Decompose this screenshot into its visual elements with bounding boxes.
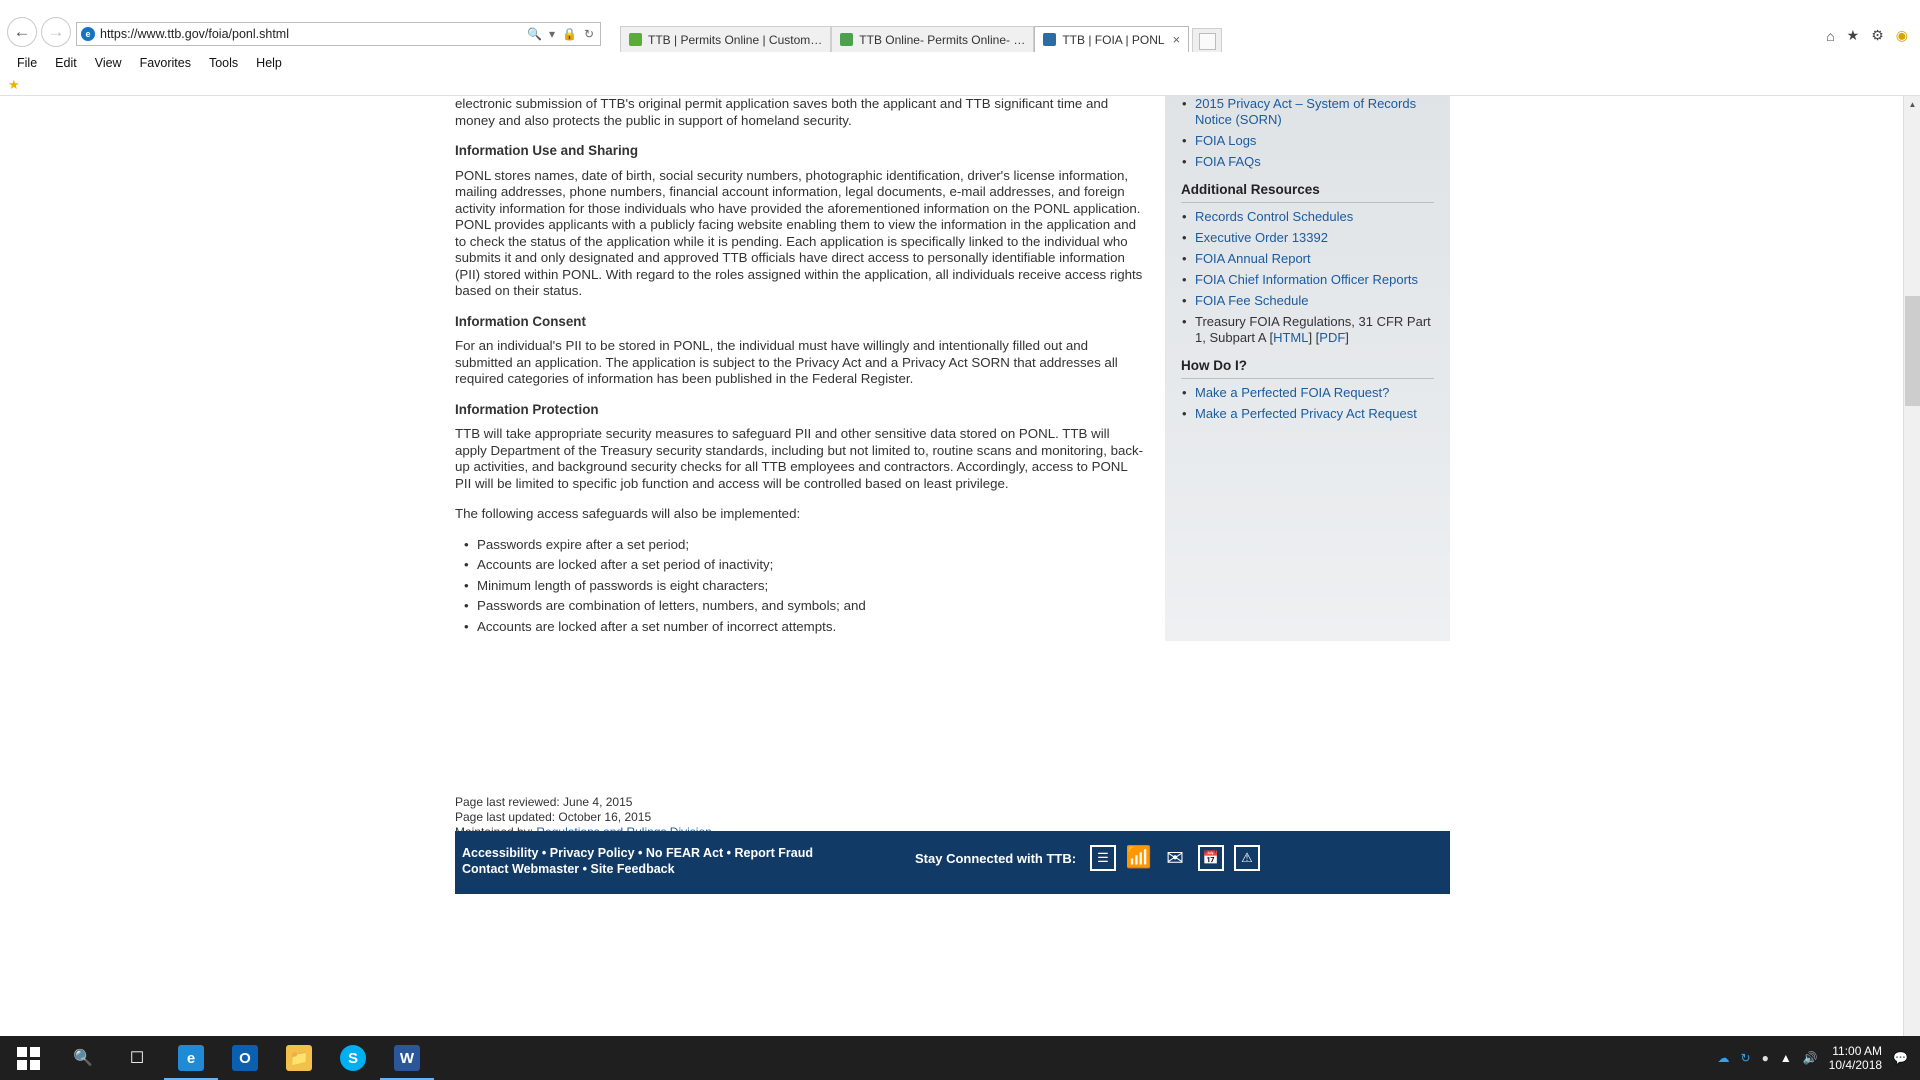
tab-3[interactable] <box>1034 26 1189 52</box>
list-item <box>1195 272 1434 288</box>
tab-favicon-icon <box>629 33 642 46</box>
start-button[interactable] <box>0 1036 56 1080</box>
menu-bar <box>0 52 1920 74</box>
treasury-regs-pdf-link[interactable]: PDF <box>1319 330 1346 345</box>
list-item: • Passwords are combination of letters, numbers, and symbols; and <box>477 598 1145 615</box>
site-favicon: e <box>81 27 95 41</box>
list-item <box>1195 251 1434 267</box>
heading-information-consent: Information Consent <box>455 313 586 329</box>
paragraph-information-use: PONL stores names, date of birth, social security numbers, photographic identification, driver's license information, mailing addresses, phone numbers, financial account information, legal documents, e-mail addresses, and foreign activity information for those individuals who have provided the aforementioned information on the PONL application. PONL provides applicants with a publicly facing website enabling them to view the information in the application and to check the status of the application while it is pending. Each application is specifically linked to the individual who submits it and only designated and approved TTB officials have direct access to personally identifiable information (PII) stored within PONL. With regard to the roles assigned within the application, all individuals receive access rights based on their status. <box>455 167 1143 298</box>
alerts-icon[interactable]: ⚠ <box>1234 845 1260 871</box>
search-icon: 🔍 <box>73 1050 93 1067</box>
sync-icon[interactable]: ↻ <box>1740 1051 1751 1065</box>
list-item <box>1195 406 1434 422</box>
scrollbar-thumb[interactable] <box>1905 296 1920 406</box>
skype-icon: S <box>340 1045 366 1071</box>
paragraph-information-consent: For an individual's PII to be stored in PONL, the individual must have willingly and intentionally filled out and submitted an application. The application is subject to the Privacy Act and a Privacy Act SORN that addresses all required categories of information has been published in the Federal Register. <box>455 338 1118 386</box>
treasury-regs-text: Treasury FOIA Regulations, 31 CFR Part 1, Subpart A [ <box>1195 314 1431 345</box>
sidebar-link-perfected-foia-request[interactable]: Make a Perfected FOIA Request? <box>1195 385 1390 400</box>
menu-file[interactable]: File <box>17 56 38 70</box>
sidebar-howdoi-links <box>1195 385 1434 422</box>
treasury-regs-end: ] <box>1345 330 1349 345</box>
list-item <box>1195 314 1434 346</box>
taskbar-app-file-explorer[interactable] <box>272 1036 326 1080</box>
list-item <box>1195 209 1434 225</box>
edge-icon: e <box>178 1045 204 1071</box>
sidebar-heading-additional-resources: Additional Resources <box>1181 182 1434 203</box>
network-icon[interactable]: ▲ <box>1779 1051 1792 1065</box>
refresh-icon[interactable]: ↻ <box>583 27 594 41</box>
page-last-updated: Page last updated: October 16, 2015 <box>455 810 652 824</box>
outlook-icon: O <box>232 1045 258 1071</box>
tab-close-icon[interactable]: × <box>1172 32 1181 47</box>
newsletter-icon[interactable]: ☰ <box>1090 845 1116 871</box>
favorites-star-icon[interactable]: ★ <box>8 76 20 92</box>
footer-sep: • <box>538 846 550 860</box>
list-item <box>1195 133 1434 149</box>
page-last-reviewed: Page last reviewed: June 4, 2015 <box>455 795 633 809</box>
footer-sep: • <box>579 862 591 876</box>
volume-icon[interactable]: 🔊 <box>1802 1051 1818 1065</box>
heading-information-use: Information Use and Sharing <box>455 143 639 158</box>
tab-3-label: TTB | FOIA | PONL <box>1062 32 1165 47</box>
list-item: • Accounts are locked after a set period of inactivity; <box>477 557 1145 574</box>
tab-2[interactable] <box>831 26 1034 52</box>
tab-strip <box>620 26 1222 52</box>
taskbar <box>0 1036 1920 1080</box>
footer-link-privacy-policy[interactable]: Privacy Policy <box>549 846 635 860</box>
list-item: • Minimum length of passwords is eight characters; <box>477 578 1145 595</box>
footer-links-row-1 <box>462 845 813 861</box>
word-icon: W <box>394 1045 420 1071</box>
footer-sep: • <box>723 846 735 860</box>
footer-link-report-fraud[interactable]: Report Fraud <box>734 846 814 860</box>
menu-favorites[interactable]: Favorites <box>139 56 191 70</box>
tab-favicon-icon <box>840 33 853 46</box>
sidebar-link-foia-faqs[interactable]: FOIA FAQs <box>1195 154 1261 169</box>
forward-button[interactable]: → <box>41 17 71 47</box>
list-item <box>1195 96 1434 128</box>
sidebar-link-foia-fee-schedule[interactable]: FOIA Fee Schedule <box>1195 293 1309 308</box>
chevron-down-icon[interactable]: ▾ <box>548 27 555 41</box>
rss-icon[interactable]: 📶 <box>1125 846 1153 869</box>
tab-favicon-icon <box>1043 33 1056 46</box>
windows-start-icon <box>17 1047 40 1070</box>
url-text[interactable]: https://www.ttb.gov/foia/ponl.shtml <box>100 27 289 41</box>
page-scrollbar[interactable] <box>1903 96 1920 1048</box>
paragraph-information-protection: TTB will take appropriate security measures to safeguard PII and other sensitive data stored on PONL. TTB will apply Department of the Treasury security standards, including but not limited to, routine scans and monitoring, back-up activities, and background security checks for all TTB employees and contractors. Accordingly, access to PONL PII will be limited to specific job function and access will be controlled based on least privilege. <box>455 426 1144 491</box>
page-left-margin <box>370 96 455 966</box>
taskbar-app-edge[interactable] <box>164 1036 218 1080</box>
heading-information-protection: Information Protection <box>455 401 599 417</box>
list-item: • Accounts are locked after a set number of incorrect attempts. <box>477 619 1145 636</box>
footer-links <box>462 845 813 877</box>
menu-view[interactable]: View <box>94 56 122 70</box>
sidebar-additional-links <box>1195 209 1434 346</box>
clock[interactable] <box>1829 1044 1882 1072</box>
footer-link-contact-webmaster[interactable]: Contact Webmaster <box>462 862 580 876</box>
user-icon[interactable]: ◉ <box>1895 27 1908 43</box>
menu-tools[interactable]: Tools <box>208 56 239 70</box>
clock-date: 10/4/2018 <box>1828 1058 1883 1072</box>
menu-help[interactable]: Help <box>256 56 282 70</box>
taskbar-app-outlook[interactable] <box>218 1036 272 1080</box>
stay-connected-label: Stay Connected with TTB: <box>915 851 1077 866</box>
taskbar-apps <box>0 1036 434 1080</box>
sidebar-link-executive-order-13392[interactable]: Executive Order 13392 <box>1195 230 1328 245</box>
task-view-button[interactable] <box>110 1036 164 1080</box>
task-view-icon: ☐ <box>129 1050 145 1067</box>
home-icon[interactable]: ⌂ <box>1826 27 1835 44</box>
sidebar-link-records-control-schedules[interactable]: Records Control Schedules <box>1195 209 1354 224</box>
browser-toolbar-icons <box>1826 27 1908 44</box>
sidebar <box>1165 96 1450 641</box>
new-tab-button[interactable] <box>1192 28 1222 52</box>
vpn-icon[interactable]: ● <box>1761 1051 1769 1065</box>
back-button[interactable]: ← <box>7 17 37 47</box>
tab-1[interactable] <box>620 26 831 52</box>
social-icons <box>1090 845 1260 871</box>
navigation-bar <box>0 0 1920 52</box>
footer-links-row-2 <box>462 861 813 877</box>
safeguards-list <box>477 537 1145 636</box>
file-explorer-icon: 📁 <box>286 1045 312 1071</box>
main-content <box>455 96 1145 840</box>
favorites-icon[interactable]: ★ <box>1846 27 1860 43</box>
sidebar-link-perfected-privacy-act-request[interactable]: Make a Perfected Privacy Act Request <box>1195 406 1417 421</box>
onedrive-icon[interactable]: ☁ <box>1717 1051 1730 1065</box>
list-item <box>1195 154 1434 170</box>
sidebar-link-foia-annual-report[interactable]: FOIA Annual Report <box>1195 251 1311 266</box>
taskbar-app-skype[interactable] <box>326 1036 380 1080</box>
list-item <box>1195 230 1434 246</box>
list-item <box>1195 385 1434 401</box>
safeguards-intro: The following access safeguards will also be implemented: <box>455 506 801 521</box>
tab-1-label: TTB | Permits Online | Custom… <box>648 32 823 47</box>
footer-sep: • <box>634 846 646 860</box>
taskbar-app-word[interactable] <box>380 1036 434 1080</box>
address-bar[interactable] <box>76 22 601 46</box>
intro-paragraph: electronic submission of TTB's original permit application saves both the applicant and TTB significant time and money and also protects the public in support of homeland security. <box>455 96 1109 128</box>
address-bar-icons <box>527 27 600 41</box>
favorites-bar <box>0 74 1920 96</box>
sidebar-top-links <box>1195 96 1434 170</box>
page-viewport <box>0 96 1920 1048</box>
email-icon[interactable]: ✉ <box>1166 846 1184 870</box>
clock-time: 11:00 AM <box>1832 1044 1883 1058</box>
sidebar-link-sorn[interactable]: 2015 Privacy Act – System of Records Notice (SORN) <box>1195 96 1417 127</box>
search-icon[interactable]: 🔍 <box>527 27 542 41</box>
list-item <box>1195 293 1434 309</box>
site-footer <box>455 831 1450 894</box>
lock-icon: 🔒 <box>561 27 577 41</box>
taskbar-search-button[interactable] <box>56 1036 110 1080</box>
calendar-icon[interactable]: 📅 <box>1198 845 1224 871</box>
scroll-up-arrow-icon[interactable]: ▲ <box>1904 96 1920 113</box>
page-bottom-strip <box>455 894 1450 966</box>
menu-edit[interactable]: Edit <box>55 56 77 70</box>
footer-link-accessibility[interactable]: Accessibility <box>462 846 539 860</box>
sidebar-link-foia-cio-reports[interactable]: FOIA Chief Information Officer Reports <box>1195 272 1419 287</box>
footer-link-site-feedback[interactable]: Site Feedback <box>590 862 675 876</box>
action-center-icon[interactable]: 💬 <box>1893 1051 1908 1065</box>
treasury-regs-html-link[interactable]: HTML <box>1273 330 1309 345</box>
settings-icon[interactable]: ⚙ <box>1871 27 1884 43</box>
sidebar-link-foia-logs[interactable]: FOIA Logs <box>1195 133 1257 148</box>
tab-2-label: TTB Online- Permits Online- … <box>859 32 1026 47</box>
treasury-regs-mid: ] [ <box>1308 330 1320 345</box>
sidebar-heading-how-do-i: How Do I? <box>1181 358 1434 379</box>
list-item: • Passwords expire after a set period; <box>477 537 1145 554</box>
system-tray <box>1718 1036 1920 1080</box>
footer-link-no-fear-act[interactable]: No FEAR Act <box>645 846 724 860</box>
